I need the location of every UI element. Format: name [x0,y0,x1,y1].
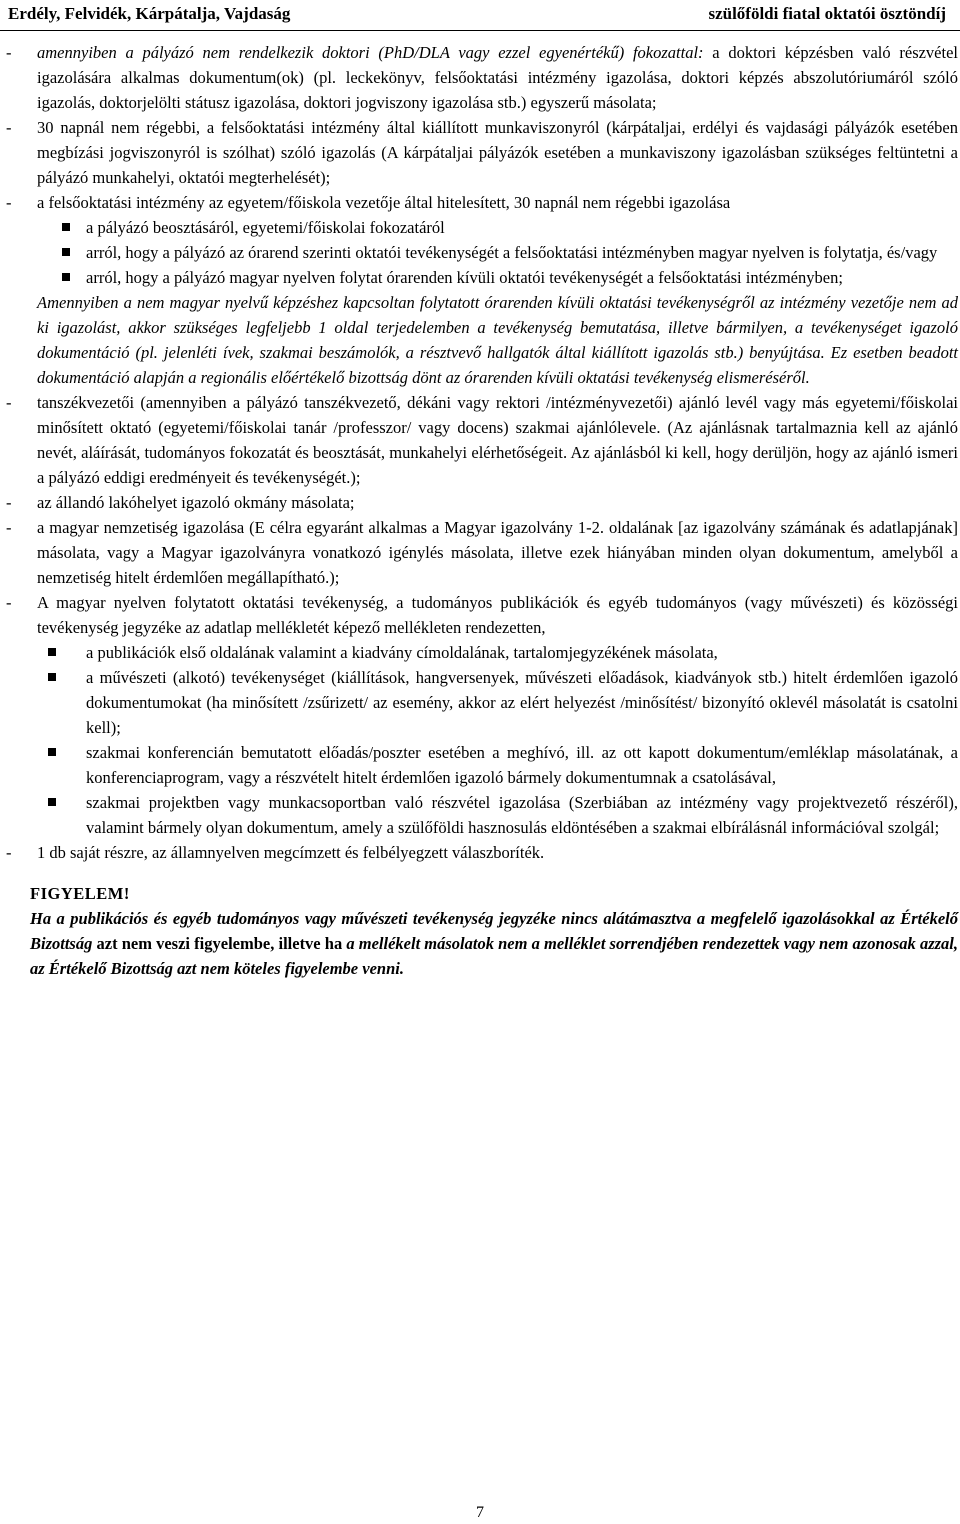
item-text: a felsőoktatási intézmény az egyetem/főiskola vezetője által hitelesített, 30 napnál nem régebbi igazolása [37,193,731,212]
item-text-italic: amennyiben a pályázó nem rendelkezik doktori (PhD/DLA vagy ezzel egyenértékű) fokozattal: [37,43,704,62]
sub-list-item [6,240,958,265]
page-number: 7 [476,1504,484,1521]
item-text: A magyar nyelven folytatott oktatási tevékenység, a tudományos publikációk és egyéb tudományos (vagy művészeti) és közösségi tevékenység jegyzéke az adatlap mellékletét képező mellékleten rendezetten, [37,593,958,637]
item-text: az állandó lakóhelyet igazoló okmány másolata; [37,493,355,512]
note-paragraph: Amennyiben a nem magyar nyelvű képzéshez kapcsoltan folytatott órarenden kívüli oktatási tevékenységről az intézmény vezetője nem ad ki igazolást, akkor szükséges legfeljebb 1 oldal terjedelemben a tevékenység bemutatása, illetve bármilyen, a tevékenységet igazoló dokumentáció (pl. jelenléti ívek, szakmai beszámolók, a résztvevő hallgatók által kiállított igazolás stb.) benyújtása. Ez esetben beadott dokumentáció alapján a regionális előértékelő bizottság dönt az órarenden kívüli oktatási tevékenység elismeréséről. [37,293,958,387]
dash-marker: - [6,593,12,612]
warning-title: FIGYELEM! [30,884,130,903]
page-header [0,0,960,31]
square-bullet-icon [48,748,56,756]
dash-marker: - [6,193,12,212]
sub-list-item [6,640,958,665]
item-text: arról, hogy a pályázó magyar nyelven folytat órarenden kívüli oktatói tevékenységét a felsőoktatási intézményben; [86,268,843,287]
sub-list-item [6,790,958,840]
sub-list-item [6,665,958,740]
item-text: 30 napnál nem régebbi, a felsőoktatási intézmény által kiállított munkaviszonyról (kárpátaljai, erdélyi és vajdasági pályázók esetében megbízási jogviszonyról is szólhat) szóló igazolás (A kárpátaljai pályázók esetében a munkaviszony igazolásban szükséges feltüntetni a pályázó munkahelyi, oktatói megterhelését); [37,118,958,187]
dash-marker: - [6,493,12,512]
list-item [6,490,958,515]
item-text: tanszékvezetői (amennyiben a pályázó tanszékvezető, dékáni vagy rektori /intézményvezetői) ajánló levél vagy más egyetemi/főiskolai minősített oktató (egyetemi/főiskolai tanár /professzor/ vagy docens) szakmai ajánlólevele. (Az ajánlásnak tartalmaznia kell az ajánló nevét, aláírását, tudományos fokozatát és beosztását, munkahelyi elérhetőségeit. Az ajánlásból ki kell, hogy derüljön, hogy az ajánló ismeri a pályázó eddigi eredményeit és tevékenységét.); [37,393,958,487]
square-bullet-icon [62,223,70,231]
list-item [6,515,958,590]
square-bullet-icon [62,248,70,256]
list-item [6,840,958,865]
list-item [6,190,958,215]
list-item [6,40,958,115]
dash-marker: - [6,43,12,62]
square-bullet-icon [48,648,56,656]
warning-paragraph [6,906,958,981]
dash-marker: - [6,118,12,137]
square-bullet-icon [48,673,56,681]
header-right-title: szülőföldi fiatal oktatói ösztöndíj [708,4,946,23]
warning-text: a mellékelt másolatok nem a melléklet sorrendjében rendezettek vagy nem azonosak azzal, az Értékelő Bizottság azt nem köteles figyelembe venni. [30,934,958,978]
square-bullet-icon [62,273,70,281]
item-text: a doktori képzésben való részvétel igazolására alkalmas dokumentum(ok) (pl. leckekönyv, felsőoktatási intézmény igazolása, doktori képzés abszolutóriumáról szóló igazolás, doktorjelölti státusz igazolása, doktori jogviszony igazolása stb.) egyszerű másolata; [37,43,958,112]
item-text: 1 db saját részre, az államnyelven megcímzett és felbélyegzett válaszboríték. [37,843,545,862]
warning-text: Ha a publikációs és egyéb tudományos vagy művészeti tevékenység jegyzéke nincs alátámasztva a megfelelő igazolásokkal az Értékelő Bizottság [30,909,958,953]
square-bullet-icon [48,798,56,806]
item-text: szakmai projektben vagy munkacsoportban való részvétel igazolása (Szerbiában az intézmény vagy projektvezető részéről), valamint bármely olyan dokumentum, amely a szülőföldi hasznosulás eldöntésében a szakmai elbírálásnál információval szolgál; [86,793,958,837]
sub-list-item [6,265,958,290]
item-text: a művészeti (alkotó) tevékenységet (kiállítások, hangversenyek, művészeti előadások, kiadványok stb.) hitelt érdemlően igazoló dokumentumokat (ha minősített /zsűrizett/ az esemény, akkor az elért helyezést /minősítést/ bizonyító oklevél másolatát is csatolni kell); [86,668,958,737]
item-text: a publikációk első oldalának valamint a kiadvány címoldalának, tartalomjegyzékének másolata, [86,643,718,662]
dash-marker: - [6,843,12,862]
list-item [6,590,958,640]
item-text: a pályázó beosztásáról, egyetemi/főiskolai fokozatáról [86,218,445,237]
dash-marker: - [6,393,12,412]
sub-list-item [6,740,958,790]
item-text: a magyar nemzetiség igazolása (E célra egyaránt alkalmas a Magyar igazolvány 1-2. oldalának [az igazolvány számának és adatlapjának] másolata, vagy a Magyar igazolványra vonatkozó igénylés másolata, illetve ezek hiányában minden olyan dokumentum, amelyből a nemzetiség hitelt érdemlően megállapítható.); [37,518,958,587]
item-text: arról, hogy a pályázó az órarend szerinti oktatói tevékenységét a felsőoktatási intézményben magyar nyelven is folytatja, és/vagy [86,243,938,262]
header-left-title: Erdély, Felvidék, Kárpátalja, Vajdaság [8,4,291,23]
document-body [6,40,958,981]
warning-text-emphasis: azt nem veszi figyelembe, illetve ha [96,934,343,953]
dash-marker: - [6,518,12,537]
sub-list-item [6,215,958,240]
list-item [6,390,958,490]
list-item [6,115,958,190]
item-text: szakmai konferencián bemutatott előadás/poszter esetében a meghívó, ill. az ott kapott dokumentum/emléklap másolatának, a konferenciaprogram, vagy a részvételt hitelt érdemlően igazoló bármely dokumentumnak a csatolásával, [86,743,958,787]
